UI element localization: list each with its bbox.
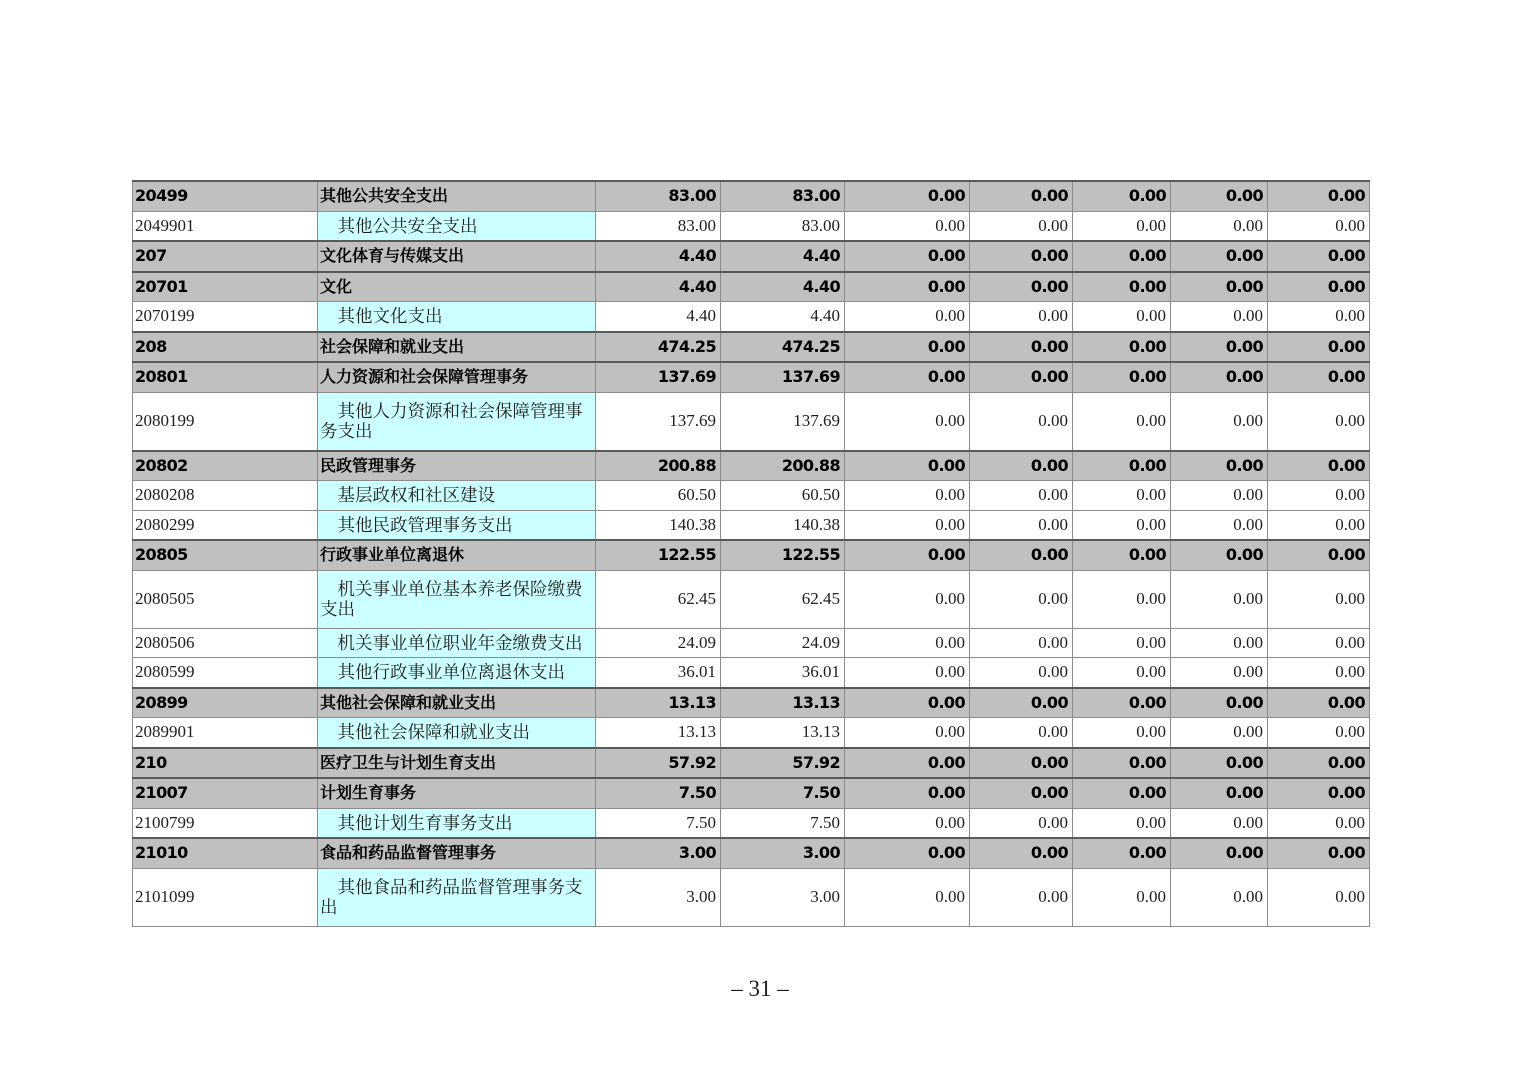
row-value: 0.00 (1268, 868, 1370, 926)
row-name: 行政事业单位离退休 (318, 540, 596, 570)
row-value: 0.00 (1268, 510, 1370, 540)
row-value: 0.00 (1171, 748, 1268, 779)
row-value: 0.00 (1073, 181, 1171, 211)
row-name: 计划生育事务 (318, 778, 596, 808)
row-value: 0.00 (970, 211, 1073, 241)
row-value: 0.00 (1171, 718, 1268, 748)
item-row (133, 481, 1370, 511)
category-row (133, 540, 1370, 570)
row-value: 122.55 (721, 540, 845, 570)
row-value: 0.00 (970, 241, 1073, 272)
row-value: 3.00 (596, 868, 721, 926)
row-value: 0.00 (1073, 718, 1171, 748)
row-value: 0.00 (970, 718, 1073, 748)
row-value: 0.00 (1171, 838, 1268, 868)
row-code: 20802 (133, 451, 318, 481)
category-row (133, 241, 1370, 272)
row-value: 0.00 (1268, 658, 1370, 688)
category-row (133, 838, 1370, 868)
item-row (133, 211, 1370, 241)
row-code: 20805 (133, 540, 318, 570)
row-name: 食品和药品监督管理事务 (318, 838, 596, 868)
row-code: 20801 (133, 362, 318, 392)
row-value: 83.00 (721, 211, 845, 241)
row-value: 0.00 (1268, 211, 1370, 241)
item-row (133, 570, 1370, 628)
row-name: 其他民政管理事务支出 (318, 510, 596, 540)
row-value: 0.00 (1073, 808, 1171, 838)
row-name: 其他人力资源和社会保障管理事务支出 (318, 392, 596, 451)
row-value: 474.25 (596, 332, 721, 363)
row-value: 0.00 (845, 181, 970, 211)
row-value: 0.00 (1171, 392, 1268, 451)
row-value: 62.45 (596, 570, 721, 628)
row-code: 20499 (133, 181, 318, 211)
row-value: 0.00 (970, 451, 1073, 481)
row-value: 0.00 (845, 628, 970, 658)
row-value: 24.09 (721, 628, 845, 658)
row-value: 0.00 (845, 362, 970, 392)
row-value: 0.00 (970, 838, 1073, 868)
row-value: 137.69 (721, 362, 845, 392)
category-row (133, 778, 1370, 808)
row-value: 0.00 (1268, 481, 1370, 511)
row-value: 0.00 (1268, 241, 1370, 272)
category-row (133, 688, 1370, 718)
row-value: 0.00 (1073, 332, 1171, 363)
row-value: 4.40 (596, 302, 721, 332)
row-value: 0.00 (970, 658, 1073, 688)
row-value: 62.45 (721, 570, 845, 628)
row-value: 0.00 (1268, 540, 1370, 570)
item-row (133, 392, 1370, 451)
row-value: 0.00 (1171, 362, 1268, 392)
row-value: 0.00 (1268, 302, 1370, 332)
row-value: 83.00 (721, 181, 845, 211)
row-value: 0.00 (970, 868, 1073, 926)
row-value: 57.92 (596, 748, 721, 779)
row-name: 基层政权和社区建设 (318, 481, 596, 511)
row-code: 2080599 (133, 658, 318, 688)
row-value: 4.40 (596, 272, 721, 302)
row-name: 人力资源和社会保障管理事务 (318, 362, 596, 392)
row-value: 0.00 (1171, 688, 1268, 718)
row-name: 其他文化支出 (318, 302, 596, 332)
row-value: 0.00 (845, 808, 970, 838)
row-value: 0.00 (1171, 272, 1268, 302)
row-value: 4.40 (596, 241, 721, 272)
row-value: 140.38 (596, 510, 721, 540)
row-value: 13.13 (721, 718, 845, 748)
category-row (133, 332, 1370, 363)
row-value: 0.00 (845, 272, 970, 302)
row-value: 0.00 (845, 570, 970, 628)
row-value: 0.00 (1268, 628, 1370, 658)
row-value: 0.00 (1171, 570, 1268, 628)
row-value: 0.00 (1073, 688, 1171, 718)
item-row (133, 510, 1370, 540)
row-value: 0.00 (1073, 272, 1171, 302)
row-value: 474.25 (721, 332, 845, 363)
row-value: 0.00 (1073, 451, 1171, 481)
category-row (133, 272, 1370, 302)
item-row (133, 628, 1370, 658)
row-value: 0.00 (1073, 302, 1171, 332)
row-value: 0.00 (1268, 688, 1370, 718)
row-value: 0.00 (1268, 362, 1370, 392)
row-value: 140.38 (721, 510, 845, 540)
row-value: 0.00 (1268, 748, 1370, 779)
row-value: 0.00 (845, 778, 970, 808)
row-code: 2070199 (133, 302, 318, 332)
row-value: 0.00 (1171, 778, 1268, 808)
row-value: 13.13 (721, 688, 845, 718)
row-value: 0.00 (1073, 628, 1171, 658)
row-name: 机关事业单位职业年金缴费支出 (318, 628, 596, 658)
row-value: 0.00 (845, 302, 970, 332)
category-row (133, 748, 1370, 779)
row-value: 83.00 (596, 181, 721, 211)
row-value: 36.01 (721, 658, 845, 688)
row-name: 医疗卫生与计划生育支出 (318, 748, 596, 779)
category-row (133, 451, 1370, 481)
row-name: 其他公共安全支出 (318, 181, 596, 211)
table-body (133, 181, 1370, 926)
row-value: 0.00 (1171, 481, 1268, 511)
row-value: 0.00 (1171, 540, 1268, 570)
row-value: 0.00 (845, 688, 970, 718)
row-name: 民政管理事务 (318, 451, 596, 481)
row-code: 2080299 (133, 510, 318, 540)
row-value: 200.88 (721, 451, 845, 481)
row-code: 208 (133, 332, 318, 363)
row-value: 0.00 (1171, 808, 1268, 838)
row-value: 0.00 (1073, 570, 1171, 628)
row-value: 7.50 (596, 778, 721, 808)
row-code: 2080505 (133, 570, 318, 628)
row-value: 0.00 (970, 362, 1073, 392)
row-value: 0.00 (1073, 778, 1171, 808)
budget-table (132, 180, 1370, 927)
row-value: 0.00 (970, 778, 1073, 808)
row-value: 57.92 (721, 748, 845, 779)
row-value: 0.00 (845, 658, 970, 688)
row-value: 0.00 (1171, 658, 1268, 688)
row-value: 0.00 (845, 211, 970, 241)
row-code: 21007 (133, 778, 318, 808)
row-value: 3.00 (596, 838, 721, 868)
row-value: 0.00 (970, 688, 1073, 718)
item-row (133, 808, 1370, 838)
row-value: 0.00 (970, 272, 1073, 302)
category-row (133, 181, 1370, 211)
row-name: 社会保障和就业支出 (318, 332, 596, 363)
row-value: 0.00 (845, 392, 970, 451)
row-code: 207 (133, 241, 318, 272)
row-value: 0.00 (1171, 302, 1268, 332)
row-value: 0.00 (1171, 211, 1268, 241)
row-name: 其他计划生育事务支出 (318, 808, 596, 838)
item-row (133, 868, 1370, 926)
row-value: 0.00 (1171, 332, 1268, 363)
row-value: 0.00 (970, 510, 1073, 540)
row-code: 2080199 (133, 392, 318, 451)
row-name: 其他社会保障和就业支出 (318, 688, 596, 718)
row-value: 0.00 (970, 748, 1073, 779)
item-row (133, 658, 1370, 688)
row-code: 2080208 (133, 481, 318, 511)
row-name: 其他社会保障和就业支出 (318, 718, 596, 748)
row-code: 21010 (133, 838, 318, 868)
row-value: 0.00 (1268, 778, 1370, 808)
row-value: 60.50 (721, 481, 845, 511)
row-value: 24.09 (596, 628, 721, 658)
row-code: 2049901 (133, 211, 318, 241)
row-value: 13.13 (596, 718, 721, 748)
row-value: 0.00 (845, 510, 970, 540)
row-value: 0.00 (845, 868, 970, 926)
row-value: 60.50 (596, 481, 721, 511)
row-value: 0.00 (1073, 510, 1171, 540)
row-value: 0.00 (970, 540, 1073, 570)
category-row (133, 362, 1370, 392)
row-value: 0.00 (1073, 392, 1171, 451)
row-value: 0.00 (845, 241, 970, 272)
row-name: 文化体育与传媒支出 (318, 241, 596, 272)
row-code: 2100799 (133, 808, 318, 838)
row-value: 0.00 (1268, 570, 1370, 628)
row-value: 0.00 (1268, 181, 1370, 211)
row-code: 2080506 (133, 628, 318, 658)
row-code: 2101099 (133, 868, 318, 926)
row-value: 137.69 (596, 392, 721, 451)
row-value: 0.00 (970, 628, 1073, 658)
row-value: 3.00 (721, 838, 845, 868)
row-value: 4.40 (721, 272, 845, 302)
row-value: 13.13 (596, 688, 721, 718)
row-code: 210 (133, 748, 318, 779)
row-value: 122.55 (596, 540, 721, 570)
row-value: 137.69 (596, 362, 721, 392)
row-name: 机关事业单位基本养老保险缴费支出 (318, 570, 596, 628)
row-value: 137.69 (721, 392, 845, 451)
row-value: 0.00 (1171, 628, 1268, 658)
row-value: 0.00 (1073, 838, 1171, 868)
row-value: 0.00 (845, 748, 970, 779)
row-value: 3.00 (721, 868, 845, 926)
row-value: 0.00 (1268, 718, 1370, 748)
row-code: 20701 (133, 272, 318, 302)
row-value: 0.00 (1073, 658, 1171, 688)
row-value: 7.50 (721, 778, 845, 808)
row-value: 0.00 (845, 718, 970, 748)
row-value: 0.00 (1171, 868, 1268, 926)
item-row (133, 302, 1370, 332)
row-value: 0.00 (970, 481, 1073, 511)
item-row (133, 718, 1370, 748)
row-value: 0.00 (845, 838, 970, 868)
row-value: 0.00 (845, 451, 970, 481)
row-name: 其他公共安全支出 (318, 211, 596, 241)
row-value: 0.00 (1073, 211, 1171, 241)
row-value: 0.00 (1268, 838, 1370, 868)
row-code: 20899 (133, 688, 318, 718)
row-value: 0.00 (970, 302, 1073, 332)
row-value: 0.00 (1073, 481, 1171, 511)
row-value: 7.50 (721, 808, 845, 838)
row-value: 0.00 (1171, 451, 1268, 481)
row-value: 0.00 (1073, 241, 1171, 272)
row-name: 其他行政事业单位离退休支出 (318, 658, 596, 688)
row-value: 0.00 (845, 332, 970, 363)
row-value: 0.00 (1073, 748, 1171, 779)
row-value: 0.00 (1268, 392, 1370, 451)
row-value: 0.00 (970, 570, 1073, 628)
row-value: 7.50 (596, 808, 721, 838)
row-name: 文化 (318, 272, 596, 302)
row-value: 0.00 (1171, 241, 1268, 272)
page-number: – 31 – (731, 976, 789, 1001)
row-value: 0.00 (970, 181, 1073, 211)
row-value: 0.00 (970, 392, 1073, 451)
row-value: 36.01 (596, 658, 721, 688)
row-name: 其他食品和药品监督管理事务支出 (318, 868, 596, 926)
row-value: 0.00 (1171, 510, 1268, 540)
row-value: 0.00 (845, 540, 970, 570)
row-value: 4.40 (721, 302, 845, 332)
row-value: 0.00 (1073, 540, 1171, 570)
row-value: 0.00 (1268, 332, 1370, 363)
row-code: 2089901 (133, 718, 318, 748)
row-value: 0.00 (970, 332, 1073, 363)
row-value: 0.00 (970, 808, 1073, 838)
row-value: 4.40 (721, 241, 845, 272)
row-value: 0.00 (1268, 808, 1370, 838)
row-value: 0.00 (1073, 362, 1171, 392)
row-value: 0.00 (1268, 451, 1370, 481)
row-value: 0.00 (1268, 272, 1370, 302)
row-value: 83.00 (596, 211, 721, 241)
row-value: 0.00 (1171, 181, 1268, 211)
row-value: 0.00 (845, 481, 970, 511)
row-value: 0.00 (1073, 868, 1171, 926)
row-value: 200.88 (596, 451, 721, 481)
